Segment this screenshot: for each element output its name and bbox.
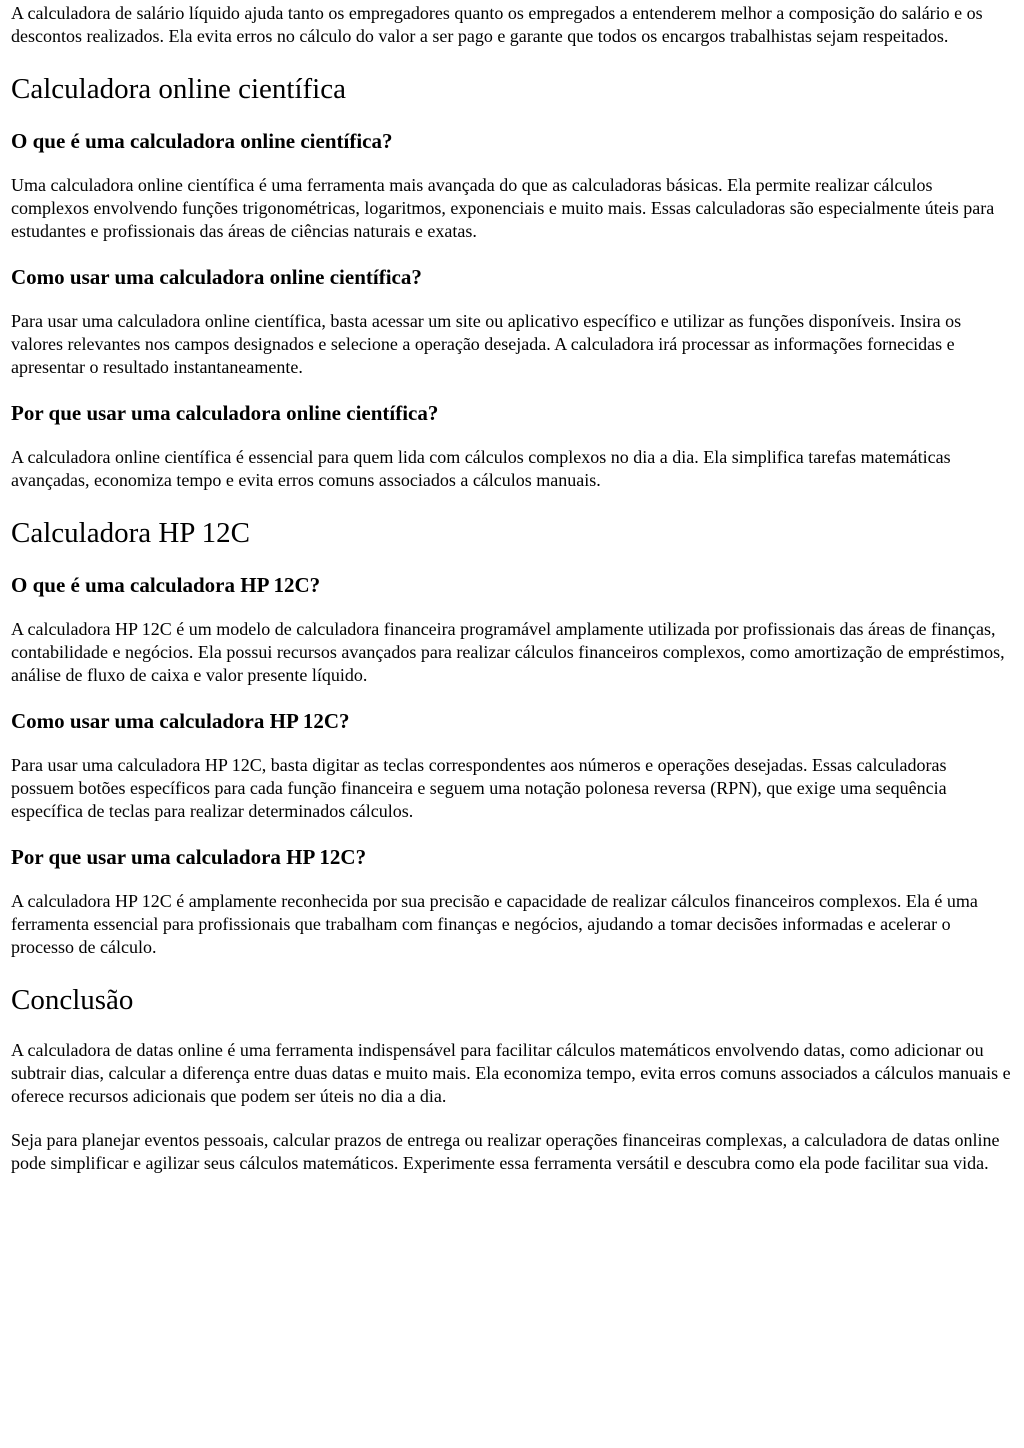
subsection-paragraph: A calculadora HP 12C é um modelo de calculadora financeira programável amplamente utilizada por profissionais das áreas de finanças, contabilidade e negócios. Ela possui recursos avançados para realizar cálculos financeiros complexos, como amortização de empréstimos, análise de fluxo de caixa e valor presente líquido.: [11, 619, 1005, 685]
subsection-heading: Como usar uma calculadora online científica?: [11, 265, 422, 289]
subsection-heading: Como usar uma calculadora HP 12C?: [11, 709, 350, 733]
subsection-paragraph: Uma calculadora online científica é uma ferramenta mais avançada do que as calculadoras básicas. Ela permite realizar cálculos complexos envolvendo funções trigonométricas, logaritmos, exponenciais e muito mais. Essas calculadoras são especialmente úteis para estudantes e profissionais das áreas de ciências naturais e exatas.: [11, 175, 995, 241]
section-scientific-calculator: [11, 71, 1013, 492]
subsection-paragraph: Para usar uma calculadora HP 12C, basta digitar as teclas correspondentes aos números e operações desejadas. Essas calculadoras possuem botões específicos para cada função financeira e seguem uma notação polonesa reversa (RPN), que exige uma sequência específica de teclas para realizar determinados cálculos.: [11, 755, 947, 821]
subsection-heading: Por que usar uma calculadora online científica?: [11, 401, 439, 425]
subsection-paragraph: A calculadora HP 12C é amplamente reconhecida por sua precisão e capacidade de realizar cálculos financeiros complexos. Ela é uma ferramenta essencial para profissionais que trabalham com finanças e negócios, ajudando a tomar decisões informadas e acelerar o processo de cálculo.: [11, 891, 978, 957]
subsection-paragraph: A calculadora online científica é essencial para quem lida com cálculos complexos no dia a dia. Ela simplifica tarefas matemáticas avançadas, economiza tempo e evita erros comuns associados a cálculos manuais.: [11, 447, 951, 490]
section-title: Calculadora online científica: [11, 73, 346, 105]
subsection-heading: O que é uma calculadora online científica?: [11, 129, 393, 153]
section-conclusion: [11, 982, 1013, 1175]
subsection-paragraph: Para usar uma calculadora online científica, basta acessar um site ou aplicativo específico e utilizar as funções disponíveis. Insira os valores relevantes nos campos designados e selecione a operação desejada. A calculadora irá processar as informações fornecidas e apresentar o resultado instantaneamente.: [11, 311, 962, 377]
conclusion-paragraph: Seja para planejar eventos pessoais, calcular prazos de entrega ou realizar operações financeiras complexas, a calculadora de datas online pode simplificar e agilizar seus cálculos matemáticos. Experimente essa ferramenta versátil e descubra como ela pode facilitar sua vida.: [11, 1130, 1000, 1173]
subsection-heading: Por que usar uma calculadora HP 12C?: [11, 845, 367, 869]
section-title: Calculadora HP 12C: [11, 517, 250, 549]
section-hp12c-calculator: [11, 515, 1013, 959]
section-title: Conclusão: [11, 984, 134, 1016]
conclusion-paragraph: A calculadora de datas online é uma ferramenta indispensável para facilitar cálculos matemáticos envolvendo datas, como adicionar ou subtrair dias, calcular a diferença entre duas datas e muito mais. Ela economiza tempo, evita erros comuns associados a cálculos manuais e oferece recursos adicionais que podem ser úteis no dia a dia.: [11, 1040, 1011, 1106]
subsection-heading: O que é uma calculadora HP 12C?: [11, 573, 321, 597]
intro-paragraph: A calculadora de salário líquido ajuda tanto os empregadores quanto os empregados a entenderem melhor a composição do salário e os descontos realizados. Ela evita erros no cálculo do valor a ser pago e garante que todos os encargos trabalhistas sejam respeitados.: [11, 3, 983, 46]
